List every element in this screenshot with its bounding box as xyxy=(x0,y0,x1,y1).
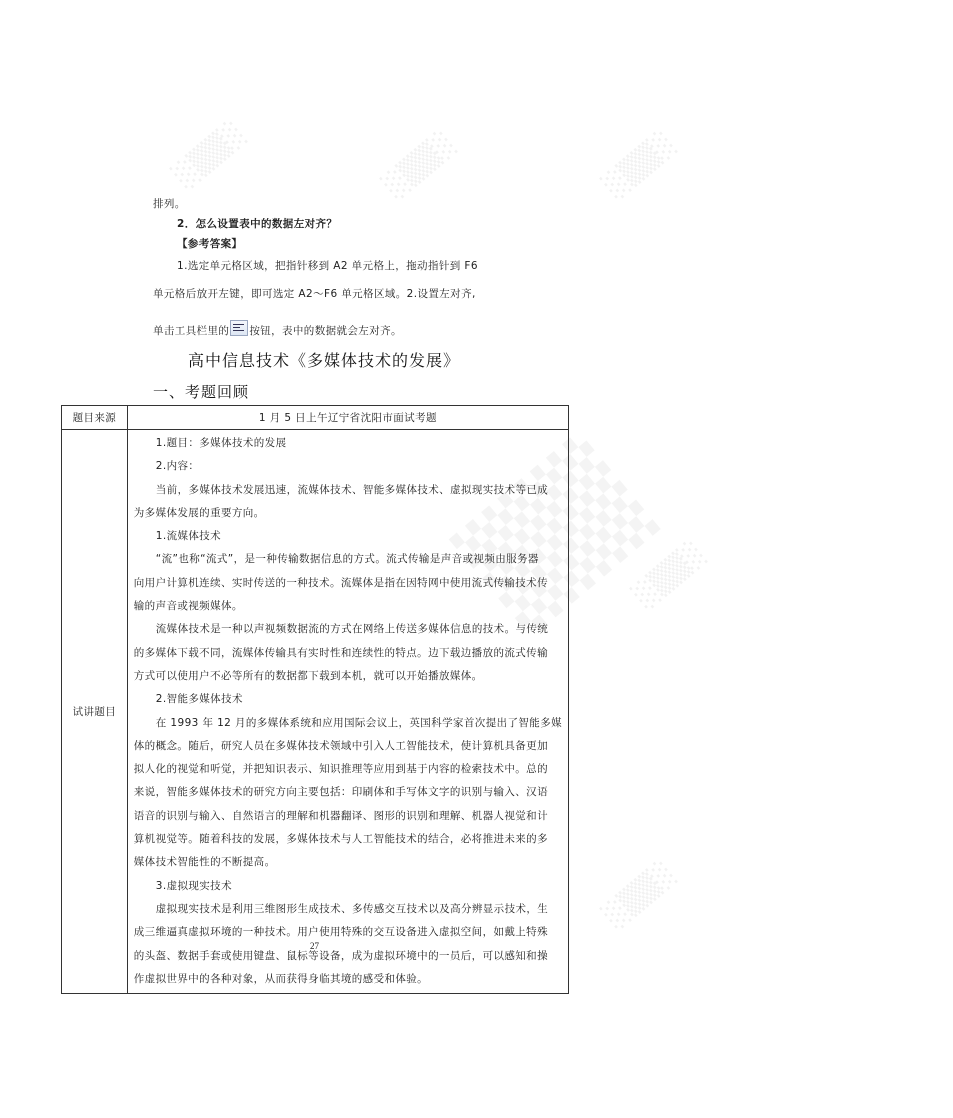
content-line: 向用户计算机连续、实时传送的一种技术。流媒体是指在因特网中使用流式传输技术传 xyxy=(133,576,548,589)
watermark: ░▒▒░ xyxy=(599,857,681,933)
content-line: 体的概念。随后，研究人员在多媒体技术领域中引入人工智能技术，使计算机具备更加 xyxy=(133,739,548,752)
content-line: 2.智能多媒体技术 xyxy=(155,693,243,706)
exam-table xyxy=(61,405,569,994)
content-line: 输的声音或视频媒体。 xyxy=(133,600,243,613)
source-value: 1 月 5 日上午辽宁省沈阳市面试考题 xyxy=(127,406,568,430)
table-row xyxy=(62,430,569,994)
page-number: 27 xyxy=(310,941,319,951)
content-line: 算机视觉等。随着科技的发展，多媒体技术与人工智能技术的结合，必将推进未来的多 xyxy=(133,833,548,846)
align-left-icon xyxy=(230,320,248,336)
content-line: 1.题目：多媒体技术的发展 xyxy=(155,437,287,449)
content-line: 拟人化的视觉和听觉，并把知识表示、知识推理等应用到基于内容的检索技术中。总的 xyxy=(133,763,548,776)
source-label: 题目来源 xyxy=(62,406,128,430)
content-line: 方式可以使用户不必等所有的数据都下载到本机，就可以开始播放媒体。 xyxy=(133,669,483,682)
content-line: 的头盔、数据手套或使用键盘、鼠标等设备，成为虚拟环境中的一员后，可以感知和操 xyxy=(133,949,548,962)
watermark: ░▒▒░ xyxy=(379,127,461,203)
content-line: 3.虚拟现实技术 xyxy=(155,879,232,892)
answer-line-3-before: 单击工具栏里的 xyxy=(153,325,230,337)
content-line: 成三维逼真虚拟环境的一种技术。用户使用特殊的交互设备进入虚拟空间，如戴上特殊 xyxy=(133,926,548,939)
content-line: 作虚拟世界中的各种对象，从而获得身临其境的感受和体验。 xyxy=(133,972,429,985)
content-line: 1.流媒体技术 xyxy=(155,530,222,543)
content-line: 为多媒体发展的重要方向。 xyxy=(133,506,265,519)
answer-line-1: 1.选定单元格区域，把指针移到 A2 单元格上，拖动指针到 F6 xyxy=(177,260,478,272)
content-line: 语音的识别与输入、自然语言的理解和机器翻译、图形的识别和理解、机器人视觉和计 xyxy=(133,809,548,822)
reference-answer-heading: 【参考答案】 xyxy=(177,238,243,250)
answer-line-3-after: 按钮，表中的数据就会左对齐。 xyxy=(249,325,402,337)
question-2: 2．怎么设置表中的数据左对齐？ xyxy=(177,218,338,230)
watermark: ░▒▒░ xyxy=(629,537,711,613)
watermark: ░▒▒░ xyxy=(169,117,251,193)
content-line: 虚拟现实技术是利用三维图形生成技术、多传感交互技术以及高分辨显示技术，生 xyxy=(155,902,549,915)
section-heading: 一、考题回顾 xyxy=(153,383,250,401)
watermark: ░▒▒░ xyxy=(599,127,681,203)
content-line: 当前，多媒体技术发展迅速，流媒体技术、智能多媒体技术、虚拟现实技术等已成 xyxy=(155,483,549,496)
answer-line-2: 单元格后放开左键，即可选定 A2～F6 单元格区域。2.设置左对齐, xyxy=(153,288,476,300)
table-header-row xyxy=(62,406,569,430)
content-line: 的多媒体下载不同，流媒体传输具有实时性和连续性的特点。边下载边播放的流式传输 xyxy=(133,646,548,659)
text-line: 排列。 xyxy=(153,198,186,210)
content-line: 2.内容： xyxy=(155,460,200,473)
page-title: 高中信息技术《多媒体技术的发展》 xyxy=(188,351,461,370)
content-line: 来说，智能多媒体技术的研究方向主要包括：印刷体和手写体文字的识别与输入、汉语 xyxy=(133,786,548,799)
topic-content xyxy=(127,430,568,994)
answer-line-3 xyxy=(153,320,402,338)
topic-label: 试讲题目 xyxy=(62,430,128,994)
content-line: 流媒体技术是一种以声视频数据流的方式在网络上传送多媒体信息的技术。与传统 xyxy=(155,623,549,636)
content-line: 媒体技术智能性的不断提高。 xyxy=(133,856,276,869)
content-line: “流”也称“流式”，是一种传输数据信息的方式。流式传输是声音或视频由服务器 xyxy=(155,553,539,566)
content-line: 在 1993 年 12 月的多媒体系统和应用国际会议上，英国科学家首次提出了智能多媒 xyxy=(155,716,562,729)
